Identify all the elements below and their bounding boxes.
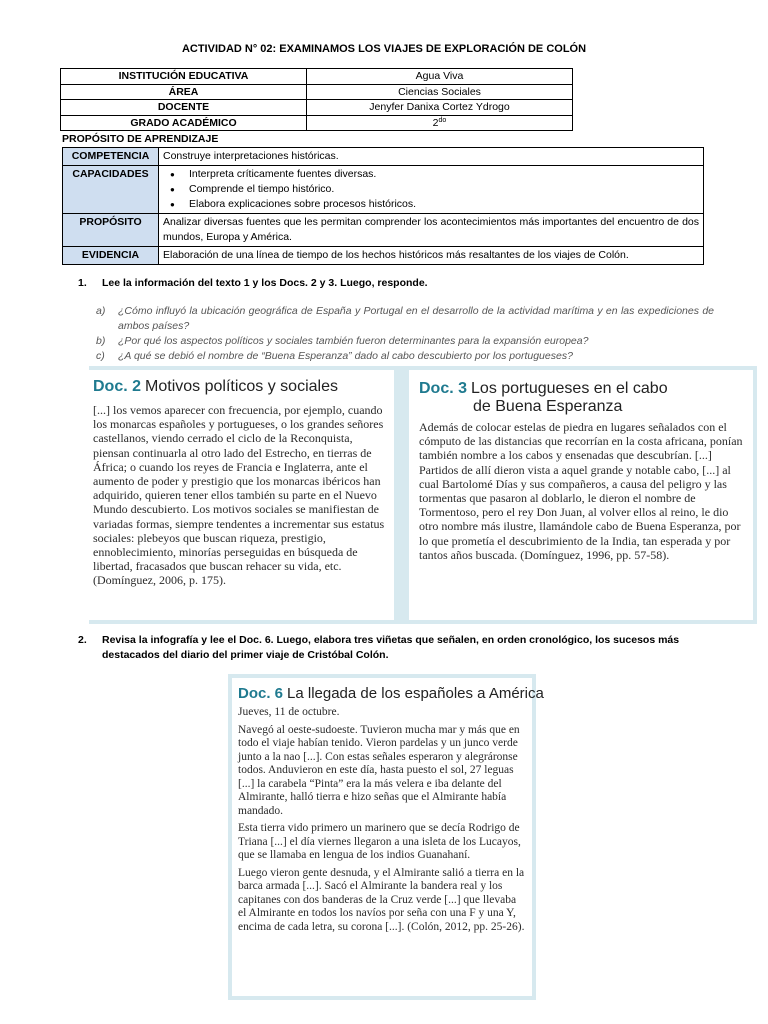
doc-3-number: Doc. 3	[419, 380, 468, 397]
doc-6-number: Doc. 6	[238, 685, 284, 702]
doc-3-title-line1: Los portugueses en el cabo	[471, 380, 668, 397]
doc-3-body: Además de colocar estelas de piedra en lugares señalados con el cómputo de las distancias que recorrían en la costa africana, ponían también nombre a los cabos y ensenadas que descubrían. [...] Partidos de allí dieron vista a aquel grande y notable cabo, [...] al cual Bartolomé Días y sus compañeros, a causa del peligro y las tormentas que pasaron al doblarlo, le dieron el nombre de Tormentoso, pero el rey Don Juan, al volver ellos al reino, le dio otro nombre más ilustre, llamándole cabo de Buena Esperanza, por lo que prometía el descubrimiento de la India, tan esperada y por tantos años buscada. (Domínguez, 1996, pp. 57-58).	[419, 420, 743, 562]
doc-6-paragraph: Navegó al oeste-sudoeste. Tuvieron mucha mar y más que en todo el viaje habían tenido. Vieron pardelas y un junco verde junto a la nao [...]. Con estas señales esperaron y alegráronse todos. Anduvieron en este día, hasta puesto el sol, 27 leguas [...] la carabela “Pinta” era la más velera e iba delante del Almirante, halló tierra e hizo señas que el Almirante había mandado.	[238, 723, 520, 817]
docente-value: Jenyfer Danixa Cortez Ydrogo	[307, 100, 573, 116]
sub-text: ¿A qué se debió el nombre de “Buena Esperanza” dado al cabo descubierto por los portugueses?	[118, 350, 573, 362]
docente-label: DOCENTE	[61, 100, 307, 116]
sub-letter: b)	[96, 335, 106, 347]
question-2-text: Revisa la infografía y lee el Doc. 6. Luego, elabora tres viñetas que señalen, en orden cronológico, los sucesos más destacados del diario del primer viaje de Cristóbal Colón.	[102, 634, 680, 661]
grado-suffix: do	[438, 116, 447, 124]
capacidades-label: CAPACIDADES	[63, 166, 159, 214]
question-2-number: 2.	[78, 634, 87, 646]
info-table	[60, 68, 573, 131]
doc-3-card	[409, 370, 753, 620]
question-1b	[96, 334, 714, 349]
proposito-label: PROPÓSITO	[63, 214, 159, 247]
doc-2-heading	[93, 378, 388, 396]
sub-letter: a)	[96, 305, 106, 317]
purpose-title: PROPÓSITO DE APRENDIZAJE	[62, 133, 219, 145]
institucion-label: INSTITUCIÓN EDUCATIVA	[61, 69, 307, 85]
question-1c	[96, 349, 714, 364]
sub-text: ¿Cómo influyó la ubicación geográfica de España y Portugal en el desarrollo de la actividad marítima y en las expediciones de ambos países?	[118, 305, 714, 332]
doc-2-body: [...] los vemos aparecer con frecuencia, por ejemplo, cuando los monarcas españoles y portugueses, o los grandes señores castellanos, viendo cerrado el ciclo de la Reconquista, piensan continuarla al otro lado del Estrecho, en tierras de África; o cuando los reyes de Francia e Inglaterra, ante el aumento de poder y prestigio que los monarcas ibéricos han adquirido, quieren tener ellos también su parte en el Nuevo Mundo descubierto. Los motivos sociales se manifiestan de variadas formas, siempre tendentes a incrementar sus estatus sociales: plebeyos que buscan riqueza, prestigio, ennoblecimiento, minorías perseguidas en búsqueda de libertad, fracasados que buscan rehacer su vida, etc. (Domínguez, 2006, p. 175).	[93, 403, 385, 588]
doc-2-card	[89, 370, 394, 620]
question-1-number: 1.	[78, 277, 87, 289]
capacidades-list-cell	[159, 166, 704, 214]
page-title: ACTIVIDAD N° 02: EXAMINAMOS LOS VIAJES DE EXPLORACIÓN DE COLÓN	[181, 43, 587, 55]
question-1-text: Lee la información del texto 1 y los Docs. 2 y 3. Luego, responde.	[102, 277, 428, 289]
doc-6-paragraph: Esta tierra vido primero un marinero que se decía Rodrigo de Triana [...] el día viernes llegaron a una isleta de los Lucayos, que se llamaba en lengua de los indios Guanahaní.	[238, 822, 521, 861]
doc-6-title: La llegada de los españoles a América	[287, 685, 544, 702]
doc-6-card	[232, 678, 544, 996]
grado-value	[307, 115, 573, 131]
doc-6-date: Jueves, 11 de octubre.	[238, 706, 340, 718]
capacidad-item: ● Elabora explicaciones sobre procesos históricos.	[163, 197, 699, 212]
grado-number: 2	[432, 116, 439, 129]
sub-text: ¿Por qué los aspectos políticos y sociales también fueron determinantes para la expansión europea?	[118, 335, 589, 347]
institucion-value: Agua Viva	[307, 69, 573, 85]
proposito-value: Analizar diversas fuentes que les permitan comprender los acontecimientos más importantes del encuentro de dos mundos, Europa y América.	[159, 214, 704, 247]
grado-label: GRADO ACADÉMICO	[61, 115, 307, 131]
competency-table	[62, 147, 704, 265]
question-1a	[96, 304, 714, 334]
evidencia-value: Elaboración de una línea de tiempo de los hechos históricos más resaltantes de los viajes de Colón.	[159, 247, 704, 265]
docs-2-3-image	[89, 366, 757, 624]
capacidad-item: ● Comprende el tiempo histórico.	[163, 182, 699, 197]
question-1	[78, 276, 428, 291]
doc-6-body	[238, 706, 526, 934]
sub-letter: c)	[96, 350, 105, 362]
area-value: Ciencias Sociales	[307, 84, 573, 100]
competencia-value: Construye interpretaciones históricas.	[159, 148, 704, 166]
capacidades-list	[163, 167, 699, 212]
doc-6-image	[228, 674, 544, 1000]
competencia-label: COMPETENCIA	[63, 148, 159, 166]
doc-6-heading	[238, 685, 544, 702]
capacidad-item: ● Interpreta críticamente fuentes diversas.	[163, 167, 699, 182]
area-label: ÁREA	[61, 84, 307, 100]
doc-3-title-line2: de Buena Esperanza	[473, 398, 623, 415]
doc-6-paragraph: Luego vieron gente desnuda, y el Almirante salió a tierra en la barca armada [...]. Sacó el Almirante la bandera real y los capitanes con dos banderas de la Cruz verde [...] que llevaba el Almirante en todos los navíos por seña con una F y una Y, encima de cada letra, su corona [...]. (Colón, 2012, pp. 25-26).	[238, 866, 525, 933]
evidencia-label: EVIDENCIA	[63, 247, 159, 265]
doc-2-title: Motivos políticos y sociales	[145, 378, 338, 395]
doc-3-heading	[419, 380, 745, 398]
doc-2-number: Doc. 2	[93, 378, 142, 395]
question-2	[78, 633, 714, 663]
